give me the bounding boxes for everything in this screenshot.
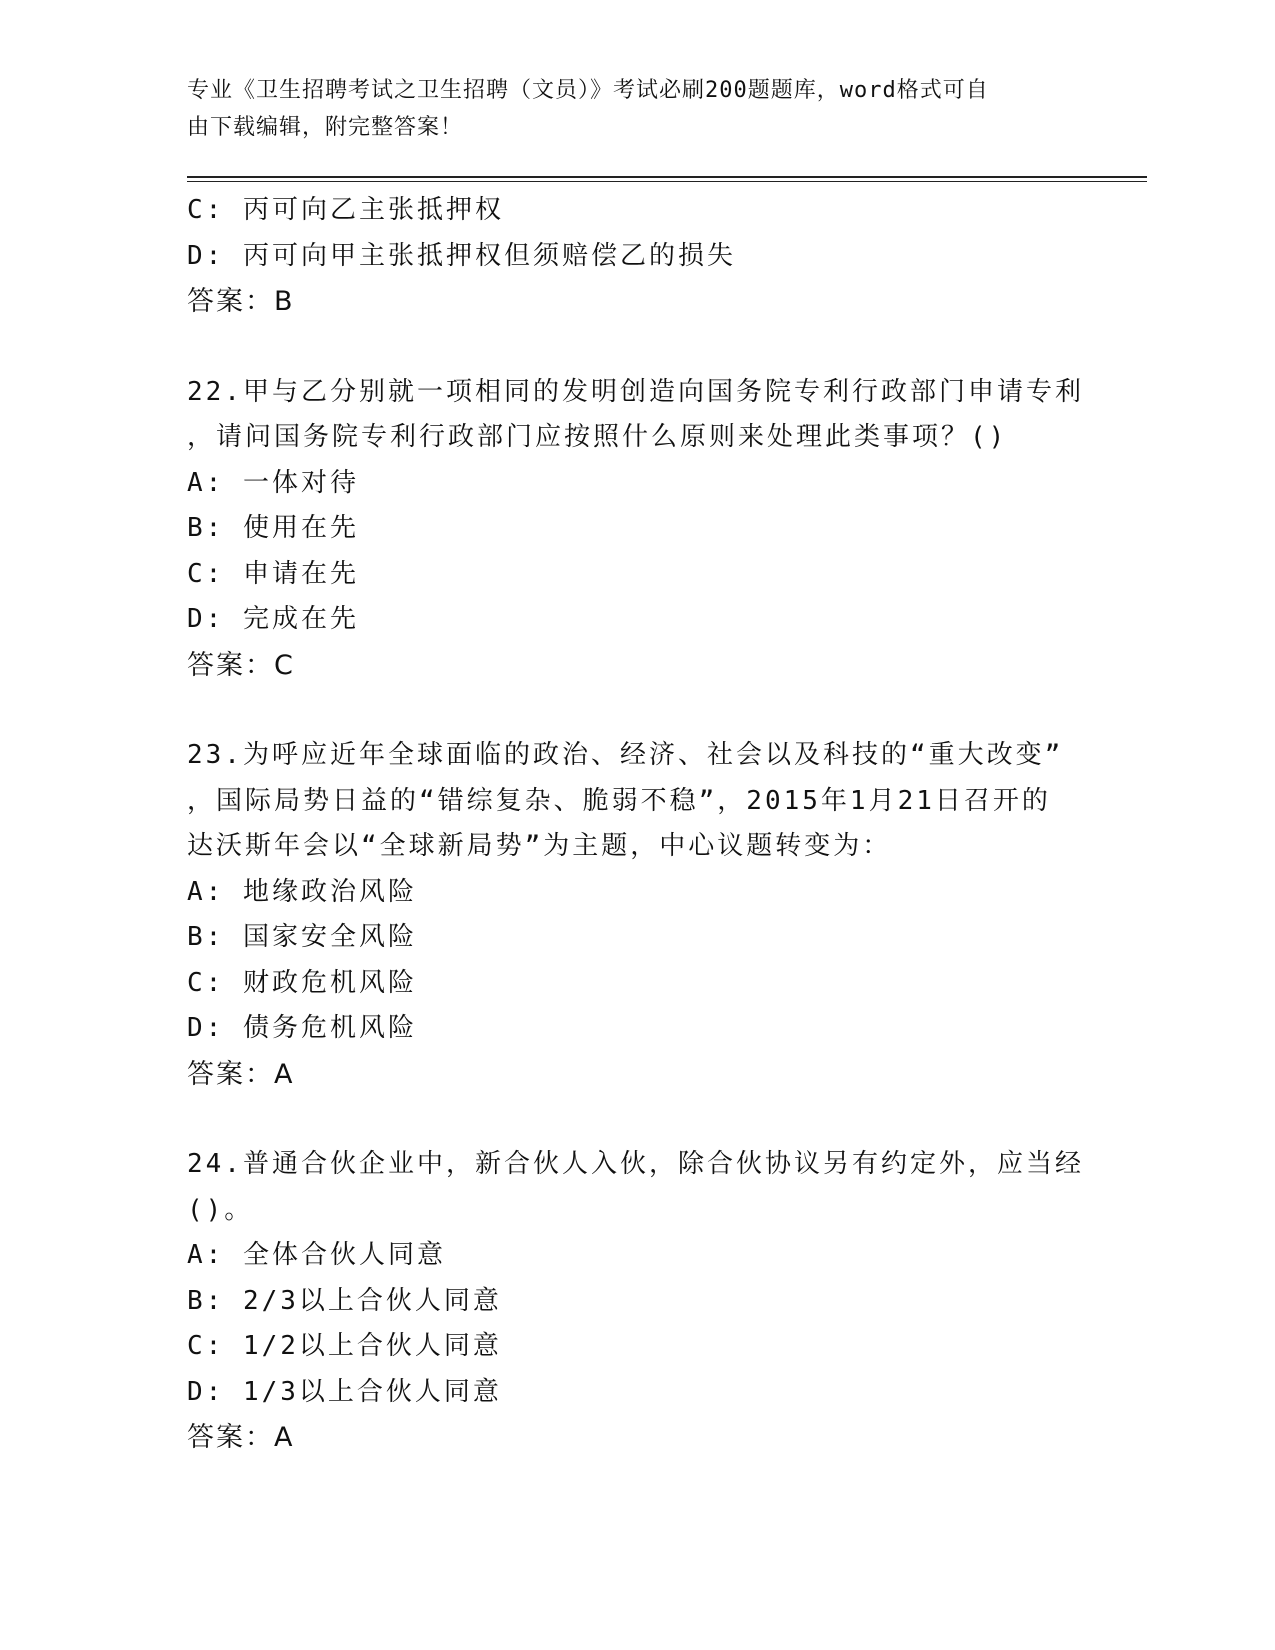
question-text-line: 达沃斯年会以“全球新局势”为主题，中心议题转变为：	[187, 831, 892, 861]
option-c: C: 丙可向乙主张抵押权	[187, 195, 504, 225]
question-text-line: 23.为呼应近年全球面临的政治、经济、社会以及科技的“重大改变”	[187, 740, 1064, 770]
header-line-1: 专业《卫生招聘考试之卫生招聘（文员）》考试必刷200题题库，word格式可自	[187, 78, 989, 103]
option-b: B: 使用在先	[187, 513, 359, 543]
question-text-line: ，请问国务院专利行政部门应按照什么原则来处理此类事项？()	[187, 422, 1008, 452]
option-b: B: 2/3以上合伙人同意	[187, 1285, 502, 1316]
question-list	[187, 188, 1087, 1461]
option-d: D: 完成在先	[187, 604, 359, 634]
question-24	[187, 1142, 1087, 1461]
option-b: B: 国家安全风险	[187, 922, 417, 952]
header-divider-thin	[187, 181, 1147, 182]
option-c: C: 财政危机风险	[187, 967, 417, 998]
header-divider-thick	[187, 176, 1147, 178]
header-line-2: 由下载编辑，附完整答案！	[187, 115, 464, 140]
question-block-partial	[187, 188, 1087, 325]
answer: 答案：C	[187, 649, 295, 681]
answer: 答案：A	[187, 1058, 295, 1090]
option-c: C: 申请在先	[187, 558, 359, 589]
option-a: A: 一体对待	[187, 467, 359, 498]
answer: 答案：B	[187, 286, 295, 317]
question-22	[187, 370, 1087, 689]
answer: 答案：A	[187, 1422, 295, 1453]
question-text-line: 22.甲与乙分别就一项相同的发明创造向国务院专利行政部门申请专利	[187, 376, 1084, 407]
option-d: D: 丙可向甲主张抵押权但须赔偿乙的损失	[187, 240, 736, 271]
option-c: C: 1/2以上合伙人同意	[187, 1331, 502, 1361]
question-text-line: 24.普通合伙企业中，新合伙人入伙，除合伙协议另有约定外，应当经	[187, 1149, 1084, 1179]
question-text-line: ()。	[187, 1194, 254, 1225]
document-header	[187, 72, 1067, 146]
option-d: D: 债务危机风险	[187, 1013, 417, 1043]
question-23	[187, 733, 1087, 1097]
option-d: D: 1/3以上合伙人同意	[187, 1376, 502, 1407]
option-a: A: 地缘政治风险	[187, 876, 417, 907]
option-a: A: 全体合伙人同意	[187, 1240, 446, 1270]
question-text-line: ，国际局势日益的“错综复杂、脆弱不稳”，2015年1月21日召开的	[187, 785, 1051, 816]
